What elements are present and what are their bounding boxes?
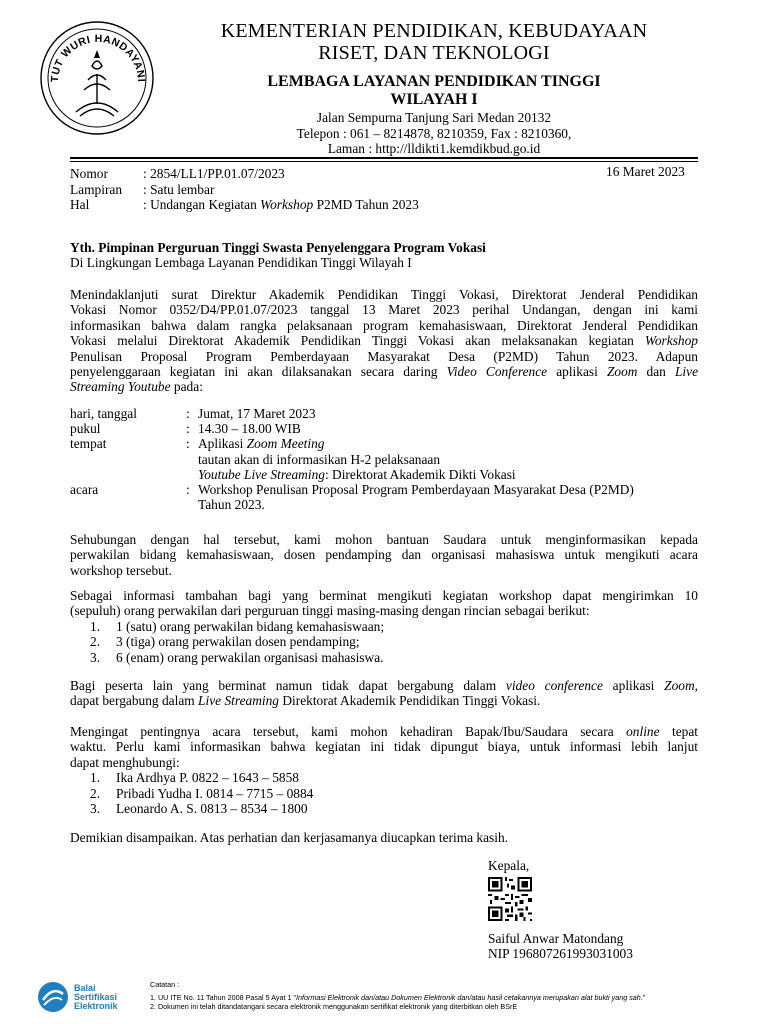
text-italic: Zoom Meeting — [246, 436, 325, 452]
text-span: aplikasi — [547, 364, 607, 380]
signature-block — [488, 858, 633, 962]
bsre-text-line: Balai — [74, 982, 96, 993]
header-divider-thick — [70, 157, 698, 159]
text-span: " — [642, 992, 646, 1002]
detail-colon: : — [186, 481, 190, 497]
text-line — [70, 364, 698, 379]
signer-nip: NIP 196807261993031003 — [488, 946, 633, 962]
text-italic: Video Conference — [446, 364, 548, 380]
letter-date: 16 Maret 2023 — [606, 164, 685, 179]
meta-nomor — [70, 166, 419, 182]
detail-value: Workshop Penulisan Proposal Program Pemberdayaan Masyarakat Desa (P2MD) — [198, 481, 634, 497]
participant-list — [70, 619, 698, 665]
list-item — [90, 619, 698, 634]
detail-value: tautan akan di informasikan H-2 pelaksanaan — [198, 451, 441, 467]
ministry-name-line2: RISET, DAN TEKNOLOGI — [318, 42, 550, 64]
text-span: 1. UU ITE No. 11 Tahun 2008 Pasal 5 Ayat 1 " — [150, 992, 296, 1002]
detail-pukul — [70, 421, 698, 436]
detail-value: 14.30 – 18.00 WIB — [198, 421, 301, 437]
text-italic: online — [626, 724, 660, 739]
meta-label: Hal — [70, 197, 90, 212]
detail-value: Tahun 2023. — [198, 497, 265, 513]
list-item — [90, 634, 698, 649]
text-line — [70, 693, 698, 708]
list-text: 6 (enam) orang perwakilan organisasi mahasiswa. — [116, 649, 384, 665]
hal-prefix: : Undangan Kegiatan — [143, 197, 261, 212]
detail-tempat — [70, 436, 698, 451]
text-span: penyelenggaraan kegiatan ini akan dilaksanakan secara daring — [70, 364, 447, 380]
bsre-text-line: Sertifikasi — [74, 991, 118, 1002]
text-span: dan — [637, 364, 675, 380]
text-span: Aplikasi — [198, 436, 247, 452]
text-line: Sebagai informasi tambahan bagi yang berminat mengikuti kegiatan workshop dapat mengirimkan 10 — [70, 588, 698, 603]
body-paragraph-5 — [70, 724, 698, 816]
text-span: Bagi peserta lain yang berminat namun tidak dapat bergabung dalam — [70, 678, 506, 693]
emblem-icon — [76, 61, 118, 116]
list-item — [90, 650, 698, 665]
catatan-label: Catatan : — [150, 980, 180, 989]
text-span: tepat — [659, 724, 699, 739]
text-span: aplikasi — [602, 678, 665, 693]
text-line: (sepuluh) orang perwakilan dari perguruan tinggi masing-masing dengan rincian sebagai berikut: — [70, 603, 590, 619]
meta-value: : Satu lembar — [143, 181, 215, 197]
detail-value — [198, 436, 698, 451]
text-italic: Streaming Youtube — [70, 379, 171, 395]
agency-website: Laman : http://lldikti1.kemdikbud.go.id — [327, 141, 541, 157]
text-line: Menindaklanjuti surat Direktur Akademik Pendidikan Tinggi Vokasi, Direktorat Jenderal Pendidikan — [70, 287, 698, 302]
detail-label: acara — [70, 481, 99, 497]
text-line: Demikian disampaikan. Atas perhatian dan kerjasamanya diucapkan terima kasih. — [70, 830, 509, 845]
agency-name-line2: WILAYAH I — [390, 91, 478, 108]
detail-tautan — [70, 452, 698, 467]
contact-text: Ika Ardhya P. 0822 – 1643 – 5858 — [116, 770, 299, 786]
header-divider-thin — [70, 161, 698, 162]
list-number: 1. — [90, 770, 101, 786]
text-line: dapat menghubungi: — [70, 754, 180, 770]
list-number: 2. — [90, 785, 101, 801]
closing-paragraph — [70, 830, 698, 845]
list-number: 1. — [90, 618, 101, 634]
footer-notes — [150, 980, 750, 1012]
text-span: Mengingat pentingnya acara tersebut, kami mohon kehadiran Bapak/Ibu/Saudara secara — [70, 724, 627, 739]
bsre-text-line: Elektronik — [74, 1000, 118, 1011]
text-italic: Live Streaming — [198, 693, 279, 709]
addressee-line1: Yth. Pimpinan Perguruan Tinggi Swasta Penyelenggara Program Vokasi — [70, 240, 486, 255]
meta-lampiran — [70, 182, 419, 198]
body-paragraph-2 — [70, 532, 698, 578]
detail-label: hari, tanggal — [70, 406, 137, 421]
logo-motto-text: TUT WURI HANDAYANI — [48, 32, 148, 83]
detail-label: pukul — [70, 421, 101, 437]
detail-youtube — [70, 467, 698, 482]
detail-acara-cont — [70, 497, 698, 512]
text-line — [70, 678, 698, 693]
detail-value: Jumat, 17 Maret 2023 — [198, 406, 316, 421]
text-line: waktu. Perlu kami informasikan bahwa kegiatan ini tidak dipungut biaya, untuk informasi lebih lanjut — [70, 739, 698, 755]
letterhead — [150, 20, 718, 157]
body-paragraph-3 — [70, 588, 698, 665]
text-line: Vokasi Nomor 0352/D4/PP.01.07/2023 tanggal 13 Maret 2023 perihal Undangan, dengan ini kami — [70, 302, 698, 318]
detail-colon: : — [186, 436, 190, 452]
text-italic: video conference — [505, 678, 603, 693]
text-line — [70, 333, 698, 348]
detail-acara — [70, 482, 698, 497]
text-span: Direktorat Akademik Pendidikan Tinggi Vokasi. — [279, 693, 541, 709]
text-italic: Youtube Live Streaming — [198, 466, 325, 482]
text-line — [70, 379, 698, 394]
contact-text: Pribadi Yudha I. 0814 – 7715 – 0884 — [116, 785, 314, 801]
list-text: 3 (tiga) orang perwakilan dosen pendamping; — [116, 634, 360, 650]
text-line: perwakilan bidang kemahasiswaan, dosen pendamping dan organisasi mahasiswa untuk mengikuti acara — [70, 547, 698, 563]
detail-value — [198, 467, 516, 482]
list-number: 3. — [90, 649, 101, 665]
text-span: Vokasi melalui Direktorat Akademik Pendidikan Tinggi Vokasi akan melaksanakan kegiatan — [70, 333, 645, 349]
qr-code-icon — [488, 877, 532, 921]
tut-wuri-handayani-logo — [36, 16, 158, 138]
text-span: dapat bergabung dalam — [70, 693, 199, 709]
text-italic: Zoom — [606, 364, 638, 380]
meta-label: Lampiran — [70, 181, 123, 197]
text-italic: Zoom, — [664, 678, 698, 693]
agency-name-line1: LEMBAGA LAYANAN PENDIDIKAN TINGGI — [267, 73, 601, 90]
contact-list — [70, 770, 698, 816]
letter-meta — [70, 166, 419, 213]
signer-name: Saiful Anwar Matondang — [488, 930, 624, 946]
text-span: : Direktorat Akademik Dikti Vokasi — [324, 466, 516, 482]
meta-hal — [70, 197, 419, 213]
agency-phone: Telepon : 061 – 8214878, 8210359, Fax : 8210360, — [296, 125, 572, 141]
detail-colon: : — [186, 421, 190, 437]
list-item — [90, 770, 698, 785]
addressee-line2: Di Lingkungan Lembaga Layanan Pendidikan Tinggi Wilayah I — [70, 255, 412, 271]
bsre-logo — [36, 980, 118, 1014]
list-text: 1 (satu) orang perwakilan bidang kemahasiswaan; — [116, 618, 385, 634]
hal-italic: Workshop — [260, 197, 314, 212]
note-1 — [150, 993, 750, 1003]
detail-label: tempat — [70, 436, 107, 452]
hal-suffix: P2MD Tahun 2023 — [313, 197, 419, 212]
detail-colon: : — [186, 406, 190, 421]
text-span: pada: — [170, 379, 203, 395]
meta-label: Nomor — [70, 166, 108, 181]
bsre-text — [74, 984, 118, 1011]
ministry-name-line1: KEMENTERIAN PENDIDIKAN, KEBUDAYAAN — [220, 20, 648, 42]
note-2: 2. Dokumen ini telah ditandatangani secara elektronik menggunakan sertifikat elektronik yang diterbitkan oleh BSrE — [150, 1002, 518, 1012]
event-details — [70, 406, 698, 512]
meta-value: : 2854/LL1/PP.01.07/2023 — [143, 166, 285, 181]
meta-value — [143, 197, 419, 213]
detail-hari — [70, 406, 698, 421]
contact-text: Leonardo A. S. 0813 – 8534 – 1800 — [116, 801, 308, 817]
text-line: Penulisan Proposal Program Pemberdayaan Masyarakat Desa (P2MD) Tahun 2023. Adapun — [70, 348, 698, 364]
text-line: workshop tersebut. — [70, 562, 172, 578]
signer-title: Kepala, — [488, 858, 530, 873]
text-italic: Live — [674, 364, 699, 380]
list-item — [90, 786, 698, 801]
body-paragraph-1 — [70, 287, 698, 395]
addressee — [70, 240, 486, 271]
text-italic: Workshop — [644, 333, 698, 349]
text-line — [70, 724, 698, 739]
text-italic: Informasi Elektronik dan/atau Dokumen Elektronik dan/atau hasil cetakannya merupakan alat bukti yang sah. — [296, 992, 643, 1002]
body-paragraph-4 — [70, 678, 698, 709]
list-item — [90, 801, 698, 816]
bsre-logo-icon — [36, 980, 70, 1014]
list-number: 2. — [90, 634, 101, 650]
text-line: Sehubungan dengan hal tersebut, kami mohon bantuan Saudara untuk menginformasikan kepada — [70, 532, 698, 547]
list-number: 3. — [90, 801, 101, 817]
text-line: informasikan bahwa dalam rangka pelaksanaan program kemahasiswaan, Direktorat Jenderal Pendidikan — [70, 317, 698, 333]
agency-address: Jalan Sempurna Tanjung Sari Medan 20132 — [316, 110, 552, 125]
